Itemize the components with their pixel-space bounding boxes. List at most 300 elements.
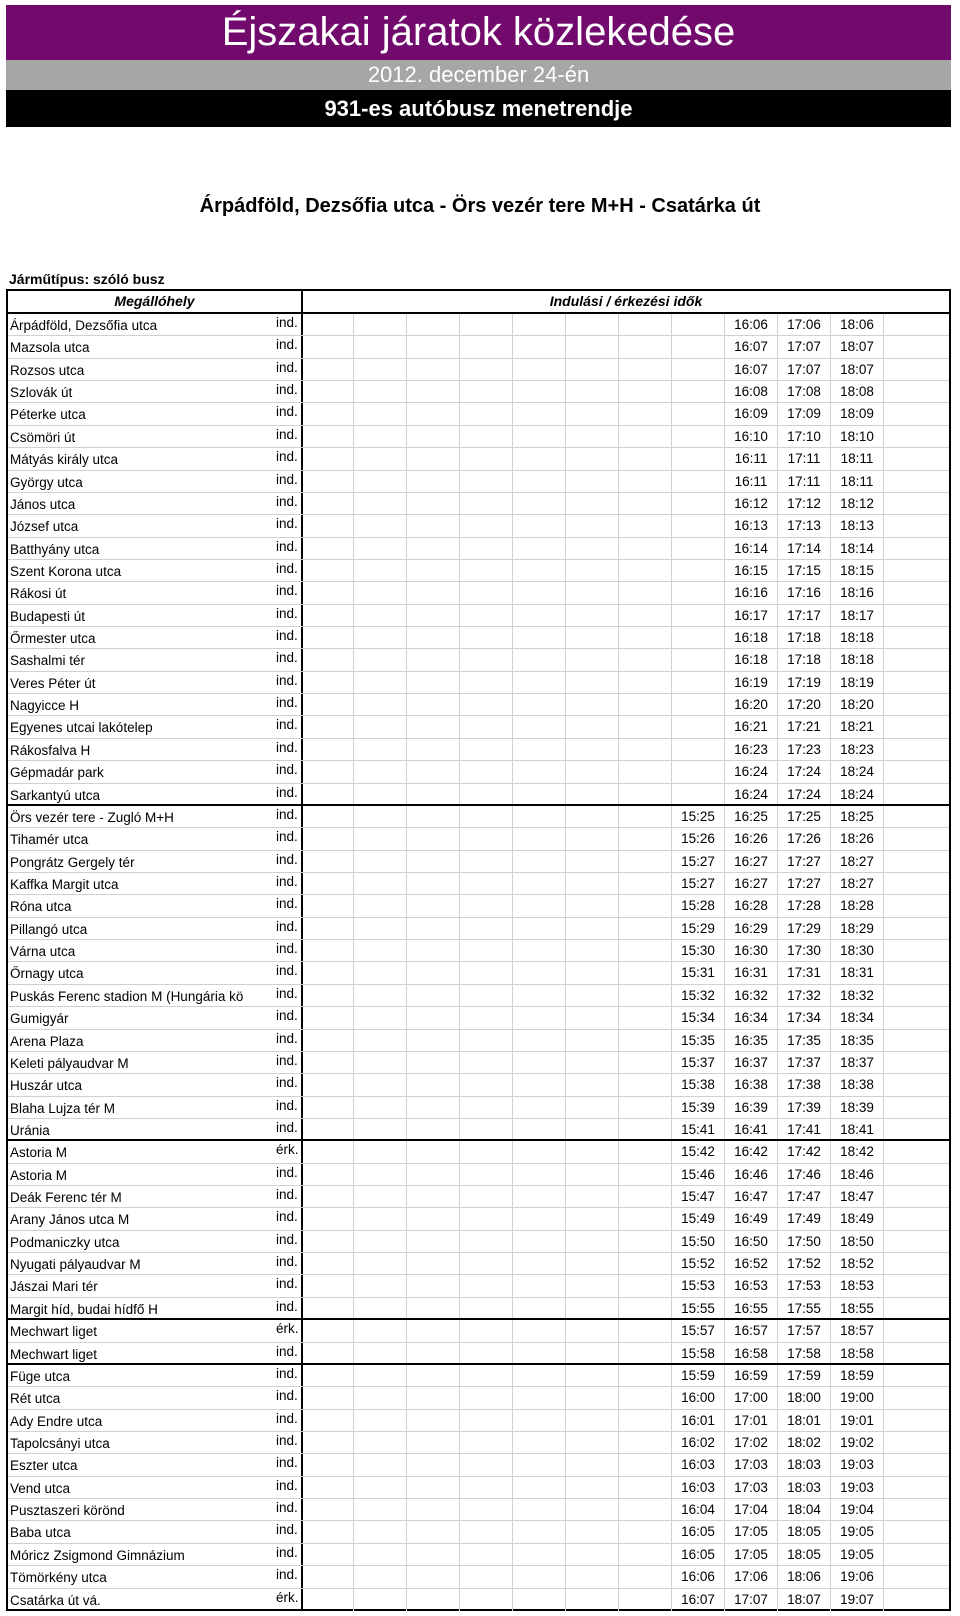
subtitle-banner: 931-es autóbusz menetrendje <box>6 90 951 127</box>
departure-time: 17:05 <box>734 1546 768 1562</box>
stop-name: Örs vezér tere - Zugló M+H <box>10 809 174 825</box>
departure-time: 16:59 <box>734 1367 768 1383</box>
stop-type: ind. <box>276 426 298 442</box>
departure-time: 16:23 <box>734 741 768 757</box>
date-banner: 2012. december 24-én <box>6 60 951 90</box>
departure-time: 17:06 <box>787 317 821 332</box>
departure-time: 16:55 <box>734 1300 768 1316</box>
departure-time: 15:55 <box>681 1300 715 1316</box>
stop-type: ind. <box>276 560 298 576</box>
stop-name: Csömöri út <box>10 429 76 445</box>
table-row <box>8 918 949 940</box>
departure-time: 15:35 <box>681 1032 715 1048</box>
departure-time: 19:07 <box>840 1591 874 1607</box>
departure-time: 16:35 <box>734 1032 768 1048</box>
departure-time: 17:24 <box>787 786 821 802</box>
departure-time: 16:09 <box>734 406 768 422</box>
departure-time: 15:39 <box>681 1099 715 1115</box>
departure-time: 15:26 <box>681 831 715 847</box>
stop-type: ind. <box>276 1477 298 1493</box>
table-row <box>8 851 949 873</box>
departure-time: 17:47 <box>787 1189 821 1205</box>
departure-time: 15:25 <box>681 808 715 824</box>
departure-time: 17:12 <box>787 495 821 511</box>
departure-time: 16:47 <box>734 1189 768 1205</box>
table-row <box>8 1231 949 1253</box>
stop-name: Rozsos utca <box>10 362 85 378</box>
departure-time: 17:21 <box>787 719 821 735</box>
stop-name: Blaha Lujza tér M <box>10 1100 116 1116</box>
departure-time: 15:32 <box>681 987 715 1003</box>
table-row <box>8 716 949 738</box>
table-row <box>8 1007 949 1029</box>
stop-name: Puskás Ferenc stadion M (Hungária kö <box>10 988 244 1004</box>
table-row <box>8 873 949 895</box>
stop-type: ind. <box>276 1567 298 1583</box>
table-row <box>8 1253 949 1275</box>
stop-name: Eszter utca <box>10 1458 78 1474</box>
departure-time: 18:46 <box>840 1166 874 1182</box>
stop-type: érk. <box>276 1142 299 1158</box>
stop-name: Gépmadár park <box>10 765 104 781</box>
table-row <box>8 962 949 984</box>
stop-name: József utca <box>10 519 79 535</box>
departure-time: 18:31 <box>840 965 874 981</box>
departure-time: 15:49 <box>681 1211 715 1227</box>
stop-name: Nagyicce H <box>10 698 80 714</box>
stop-name: Deák Ferenc tér M <box>10 1190 122 1206</box>
stop-type: ind. <box>276 516 298 532</box>
stop-name: Mechwart liget <box>10 1346 98 1362</box>
table-row <box>8 895 949 917</box>
table-row <box>8 1499 949 1521</box>
departure-time: 18:18 <box>840 630 874 646</box>
departure-time: 16:29 <box>734 920 768 936</box>
stop-name: Várna utca <box>10 944 76 960</box>
stop-name: Ady Endre utca <box>10 1413 103 1429</box>
stop-name: Sarkantyú utca <box>10 787 101 803</box>
departure-time: 16:24 <box>734 764 768 780</box>
departure-time: 18:09 <box>840 406 874 422</box>
table-row <box>8 1298 949 1320</box>
table-row <box>8 582 949 604</box>
stop-name: Huszár utca <box>10 1078 83 1094</box>
departure-time: 18:16 <box>840 585 874 601</box>
stop-name: Szent Korona utca <box>10 563 122 579</box>
stop-name: Füge utca <box>10 1368 71 1384</box>
stop-name: Őrmester utca <box>10 631 96 647</box>
stop-type: ind. <box>276 1388 298 1404</box>
stop-type: ind. <box>276 918 298 934</box>
page-title: Éjszakai járatok közlekedése <box>6 5 951 60</box>
departure-time: 17:00 <box>734 1390 768 1406</box>
departure-time: 16:03 <box>681 1479 715 1495</box>
departure-time: 18:08 <box>840 384 874 400</box>
table-row <box>8 1521 949 1543</box>
stop-name: György utca <box>10 474 83 490</box>
stop-type: ind. <box>276 1500 298 1516</box>
stop-name: Péterke utca <box>10 407 86 423</box>
departure-time: 18:24 <box>840 764 874 780</box>
departure-time: 17:27 <box>787 853 821 869</box>
stop-name: Pillangó utca <box>10 921 88 937</box>
departure-time: 18:17 <box>840 607 874 623</box>
stop-type: érk. <box>276 1589 299 1605</box>
stop-name: János utca <box>10 496 76 512</box>
stop-type: ind. <box>276 739 298 755</box>
table-row <box>8 828 949 850</box>
departure-time: 17:46 <box>787 1166 821 1182</box>
column-header-times: Indulási / érkezési idők <box>549 293 703 309</box>
stop-name: Vend utca <box>10 1480 71 1496</box>
stop-type: ind. <box>276 1030 298 1046</box>
departure-time: 17:15 <box>787 562 821 578</box>
departure-time: 18:39 <box>840 1099 874 1115</box>
stop-type: ind. <box>276 963 298 979</box>
departure-time: 18:50 <box>840 1233 874 1249</box>
departure-time: 18:11 <box>840 451 874 467</box>
stop-name: Arena Plaza <box>10 1033 84 1049</box>
departure-time: 16:06 <box>734 317 768 332</box>
table-row <box>8 538 949 560</box>
departure-time: 15:30 <box>681 943 715 959</box>
stop-type: ind. <box>276 762 298 778</box>
departure-time: 16:21 <box>734 719 768 735</box>
stop-name: Egyenes utcai lakótelep <box>10 720 153 736</box>
stop-type: ind. <box>276 1052 298 1068</box>
departure-time: 18:23 <box>840 741 874 757</box>
departure-time: 17:07 <box>787 339 821 355</box>
stop-name: Mátyás király utca <box>10 452 119 468</box>
route-title: Árpádföld, Dezsőfia utca - Örs vezér tere M+H - Csatárka út <box>199 195 761 217</box>
departure-time: 15:34 <box>681 1010 715 1026</box>
departure-time: 17:53 <box>787 1278 821 1294</box>
departure-time: 17:26 <box>787 831 821 847</box>
departure-time: 17:57 <box>787 1323 821 1339</box>
departure-time: 16:31 <box>734 965 768 981</box>
departure-time: 17:18 <box>787 630 821 646</box>
stop-type: ind. <box>276 359 298 375</box>
stop-name: Keleti pályaudvar M <box>10 1055 129 1071</box>
departure-time: 17:24 <box>787 764 821 780</box>
stop-name: Rákosi út <box>10 586 67 602</box>
stop-type: ind. <box>276 1410 298 1426</box>
departure-time: 16:20 <box>734 697 768 713</box>
stop-type: ind. <box>276 583 298 599</box>
departure-time: 15:38 <box>681 1077 715 1093</box>
departure-time: 17:07 <box>734 1591 768 1607</box>
departure-time: 16:24 <box>734 786 768 802</box>
table-row <box>8 314 949 336</box>
stop-type: ind. <box>276 337 298 353</box>
departure-time: 18:52 <box>840 1256 874 1272</box>
departure-time: 17:07 <box>787 361 821 377</box>
departure-time: 17:25 <box>787 808 821 824</box>
departure-time: 16:11 <box>734 473 768 489</box>
departure-time: 15:53 <box>681 1278 715 1294</box>
table-row <box>8 336 949 358</box>
departure-time: 16:10 <box>734 428 768 444</box>
stop-name: Mechwart liget <box>10 1324 98 1340</box>
table-row <box>8 672 949 694</box>
stop-name: Astoria M <box>10 1145 68 1161</box>
departure-time: 16:37 <box>734 1054 768 1070</box>
departure-time: 19:00 <box>840 1390 874 1406</box>
vehicle-type: Járműtípus: szóló busz <box>9 271 165 287</box>
stop-type: ind. <box>276 1276 298 1292</box>
departure-time: 15:42 <box>681 1144 715 1160</box>
table-row <box>8 1365 949 1387</box>
table-row <box>8 1432 949 1454</box>
stop-type: ind. <box>276 672 298 688</box>
stop-type: ind. <box>276 1455 298 1471</box>
departure-time: 16:01 <box>681 1412 715 1428</box>
departure-time: 18:01 <box>787 1412 821 1428</box>
stop-type: ind. <box>276 1254 298 1270</box>
stop-name: Tapolcsányi utca <box>10 1436 110 1451</box>
stop-name: Pongrátz Gergely tér <box>10 854 135 870</box>
departure-time: 16:42 <box>734 1144 768 1160</box>
stop-type: ind. <box>276 896 298 912</box>
stop-name: Móricz Zsigmond Gimnázium <box>10 1547 185 1563</box>
departure-time: 15:31 <box>681 965 715 981</box>
departure-time: 16:46 <box>734 1166 768 1182</box>
departure-time: 19:05 <box>840 1524 874 1540</box>
stop-name: Uránia <box>10 1122 50 1138</box>
departure-time: 16:53 <box>734 1278 768 1294</box>
table-row <box>8 1589 949 1611</box>
stop-name: Sashalmi tér <box>10 653 86 669</box>
stop-type: ind. <box>276 1365 298 1381</box>
departure-time: 17:11 <box>787 451 821 467</box>
table-row <box>8 1410 949 1432</box>
table-row <box>8 1387 949 1409</box>
stop-name: Mazsola utca <box>10 340 90 356</box>
table-row <box>8 605 949 627</box>
table-row <box>8 560 949 582</box>
table-row <box>8 1343 949 1365</box>
departure-time: 16:05 <box>681 1546 715 1562</box>
departure-time: 18:38 <box>840 1077 874 1093</box>
stop-type: ind. <box>276 1433 298 1448</box>
table-row <box>8 1275 949 1297</box>
stop-name: Pusztaszeri körönd <box>10 1503 125 1519</box>
departure-time: 16:12 <box>734 495 768 511</box>
table-row <box>8 1164 949 1186</box>
departure-time: 18:05 <box>787 1546 821 1562</box>
departure-time: 17:37 <box>787 1054 821 1070</box>
departure-time: 16:14 <box>734 540 768 556</box>
stop-type: ind. <box>276 1119 298 1135</box>
departure-time: 16:30 <box>734 943 768 959</box>
departure-time: 17:20 <box>787 697 821 713</box>
stop-type: ind. <box>276 1209 298 1225</box>
departure-time: 18:20 <box>840 697 874 713</box>
table-row <box>8 649 949 671</box>
stop-name: Csatárka út vá. <box>10 1592 101 1608</box>
departure-time: 18:03 <box>787 1457 821 1473</box>
stop-name: Róna utca <box>10 899 72 915</box>
table-row <box>8 1477 949 1499</box>
stop-name: Arany János utca M <box>10 1212 130 1228</box>
departure-time: 16:52 <box>734 1256 768 1272</box>
stop-type: érk. <box>276 1321 299 1337</box>
departure-time: 17:18 <box>787 652 821 668</box>
table-row <box>8 1454 949 1476</box>
stop-name: Tihamér utca <box>10 832 89 848</box>
stop-type: ind. <box>276 806 298 822</box>
departure-time: 19:04 <box>840 1502 874 1518</box>
departure-time: 17:39 <box>787 1099 821 1115</box>
table-row <box>8 739 949 761</box>
departure-time: 17:02 <box>734 1435 768 1450</box>
departure-time: 16:25 <box>734 808 768 824</box>
departure-time: 18:06 <box>840 317 874 332</box>
departure-time: 16:15 <box>734 562 768 578</box>
stop-type: ind. <box>276 1544 298 1560</box>
stop-name: Gumigyár <box>10 1011 69 1027</box>
departure-time: 17:42 <box>787 1144 821 1160</box>
departure-time: 17:10 <box>787 428 821 444</box>
departure-time: 17:23 <box>787 741 821 757</box>
departure-time: 17:38 <box>787 1077 821 1093</box>
departure-time: 18:57 <box>840 1323 874 1339</box>
stop-type: ind. <box>276 404 298 420</box>
departure-time: 17:50 <box>787 1233 821 1249</box>
departure-time: 15:52 <box>681 1256 715 1272</box>
stop-type: ind. <box>276 1164 298 1180</box>
stop-type: ind. <box>276 695 298 711</box>
departure-time: 16:18 <box>734 652 768 668</box>
stop-type: ind. <box>276 1187 298 1203</box>
stop-name: Árpádföld, Dezsőfia utca <box>10 318 158 333</box>
timetable <box>6 289 951 1611</box>
stop-type: ind. <box>276 449 298 465</box>
departure-time: 18:10 <box>840 428 874 444</box>
stop-type: ind. <box>276 1008 298 1024</box>
departure-time: 18:05 <box>787 1524 821 1540</box>
departure-time: 15:29 <box>681 920 715 936</box>
departure-time: 17:03 <box>734 1457 768 1473</box>
stop-type: ind. <box>276 1075 298 1091</box>
departure-time: 17:09 <box>787 406 821 422</box>
departure-time: 18:30 <box>840 943 874 959</box>
departure-time: 18:15 <box>840 562 874 578</box>
departure-time: 16:50 <box>734 1233 768 1249</box>
stop-type: ind. <box>276 829 298 845</box>
table-row <box>8 627 949 649</box>
departure-time: 18:32 <box>840 987 874 1003</box>
departure-time: 18:27 <box>840 853 874 869</box>
stop-type: ind. <box>276 1343 298 1359</box>
stop-name: Budapesti út <box>10 608 86 624</box>
departure-time: 18:49 <box>840 1211 874 1227</box>
stop-type: ind. <box>276 538 298 554</box>
departure-time: 17:49 <box>787 1211 821 1227</box>
departure-time: 16:06 <box>681 1569 715 1585</box>
departure-time: 15:37 <box>681 1054 715 1070</box>
departure-time: 19:01 <box>840 1412 874 1428</box>
table-row <box>8 426 949 448</box>
stop-name: Kaffka Margit utca <box>10 877 119 892</box>
stop-type: ind. <box>276 985 298 1001</box>
departure-time: 18:12 <box>840 495 874 511</box>
table-row <box>8 448 949 470</box>
stop-type: ind. <box>276 784 298 800</box>
departure-time: 18:34 <box>840 1010 874 1026</box>
table-row <box>8 1141 949 1163</box>
departure-time: 17:05 <box>734 1524 768 1540</box>
stop-name: Jászai Mari tér <box>10 1279 98 1295</box>
departure-time: 17:28 <box>787 898 821 914</box>
table-row <box>8 515 949 537</box>
table-row <box>8 1030 949 1052</box>
departure-time: 18:42 <box>840 1144 874 1160</box>
departure-time: 19:03 <box>840 1457 874 1473</box>
table-row <box>8 1052 949 1074</box>
table-row <box>8 1320 949 1342</box>
departure-time: 17:08 <box>787 384 821 400</box>
departure-time: 18:53 <box>840 1278 874 1294</box>
departure-time: 16:58 <box>734 1345 768 1361</box>
table-row <box>8 940 949 962</box>
table-row <box>8 471 949 493</box>
departure-time: 18:27 <box>840 876 874 891</box>
stop-name: Baba utca <box>10 1525 71 1541</box>
column-header-stop: Megállóhely <box>8 291 303 312</box>
stop-name: Veres Péter út <box>10 675 96 691</box>
stop-type: ind. <box>276 471 298 487</box>
table-row <box>8 359 949 381</box>
departure-time: 17:32 <box>787 987 821 1003</box>
departure-time: 17:58 <box>787 1345 821 1361</box>
departure-time: 17:04 <box>734 1502 768 1518</box>
departure-time: 18:19 <box>840 674 874 690</box>
table-row <box>8 806 949 828</box>
departure-time: 17:01 <box>734 1412 768 1428</box>
stop-type: ind. <box>276 851 298 867</box>
departure-time: 15:58 <box>681 1345 715 1361</box>
departure-time: 17:41 <box>787 1121 821 1137</box>
departure-time: 16:19 <box>734 674 768 690</box>
stop-type: ind. <box>276 628 298 644</box>
stop-type: ind. <box>276 1522 298 1538</box>
departure-time: 17:34 <box>787 1010 821 1026</box>
departure-time: 18:06 <box>787 1569 821 1585</box>
departure-time: 18:07 <box>840 361 874 377</box>
table-row <box>8 403 949 425</box>
table-row <box>8 1566 949 1588</box>
table-row <box>8 1074 949 1096</box>
departure-time: 19:03 <box>840 1479 874 1495</box>
departure-time: 17:35 <box>787 1032 821 1048</box>
stop-name: Astoria M <box>10 1167 68 1183</box>
departure-time: 17:17 <box>787 607 821 623</box>
departure-time: 19:05 <box>840 1546 874 1562</box>
departure-time: 17:59 <box>787 1367 821 1383</box>
departure-time: 17:29 <box>787 920 821 936</box>
departure-time: 18:25 <box>840 808 874 824</box>
departure-time: 15:57 <box>681 1323 715 1339</box>
table-row <box>8 381 949 403</box>
departure-time: 15:27 <box>681 853 715 869</box>
stop-type: ind. <box>276 717 298 733</box>
departure-time: 18:03 <box>787 1479 821 1495</box>
stop-name: Rákosfalva H <box>10 742 91 758</box>
departure-time: 16:05 <box>681 1524 715 1540</box>
departure-time: 16:18 <box>734 630 768 646</box>
departure-time: 17:13 <box>787 518 821 534</box>
